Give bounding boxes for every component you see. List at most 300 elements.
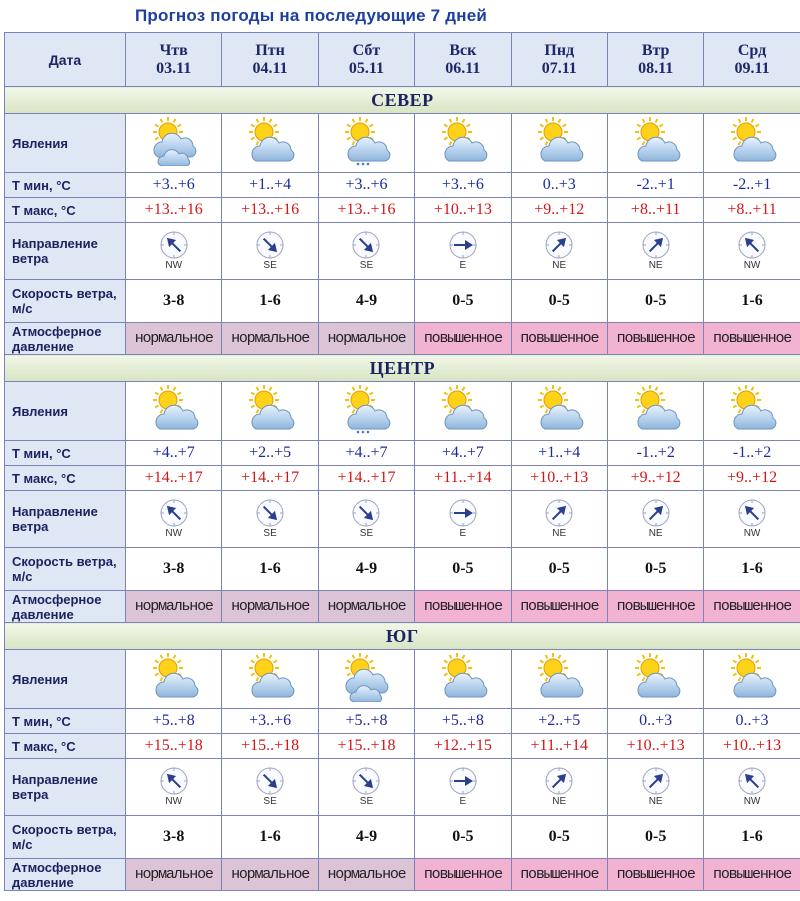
- day-name: Сбт: [352, 41, 381, 59]
- wind-direction-value: NW: [165, 527, 183, 539]
- wind-arrow: [539, 766, 579, 808]
- wind-speed-value: 1-6: [741, 828, 763, 845]
- wind-arrow-icon: [154, 230, 194, 260]
- tmax-value: +9..+12: [534, 201, 585, 218]
- pressure-cell: повышенное: [415, 591, 511, 623]
- pressure-cell: нормальное: [318, 323, 414, 355]
- tmax-value: +15..+18: [337, 737, 396, 754]
- day-date: 05.11: [348, 59, 385, 77]
- wind-arrow-icon: [539, 766, 579, 796]
- tmax-value: +10..+13: [723, 737, 782, 754]
- region-header: [5, 355, 800, 382]
- phenomena-cell: [318, 382, 414, 441]
- day-date: 06.11: [445, 59, 481, 77]
- phenomena-cell: [318, 114, 414, 173]
- tmax-cell: [511, 198, 607, 223]
- wind-arrow-icon: [250, 230, 290, 260]
- phenomena-cell: [704, 382, 800, 441]
- phenomena-cell: [704, 114, 800, 173]
- tmin-cell: [607, 709, 703, 734]
- wind-speed-cell: [318, 280, 414, 323]
- day-date: 04.11: [252, 59, 288, 77]
- tmax-value: +13..+16: [144, 201, 203, 218]
- partly-cloudy-icon: [433, 116, 493, 166]
- wind-arrow: [346, 766, 386, 808]
- wind-arrow-icon: [732, 498, 772, 528]
- pressure-cell: повышенное: [704, 323, 800, 355]
- wind-arrow-icon: [732, 766, 772, 796]
- wind-direction-value: SE: [359, 259, 374, 271]
- wind-speed-cell: [607, 816, 703, 859]
- wind-direction-cell: [415, 759, 511, 816]
- wind-arrow: [636, 766, 676, 808]
- region-header: [5, 623, 800, 650]
- phenomena-cell: [415, 114, 511, 173]
- row-label-tmin: Т мин, °С: [5, 173, 126, 198]
- cloud-light-snow-icon: [336, 116, 396, 166]
- tmax-value: +8..+11: [630, 201, 681, 218]
- wind-speed-cell: [607, 280, 703, 323]
- tmax-value: +8..+11: [727, 201, 777, 218]
- partly-cloudy-icon: [240, 652, 300, 702]
- pressure-row: [5, 859, 800, 891]
- partly-cloudy-icon: [240, 116, 300, 166]
- tmin-value: -1..+2: [636, 444, 675, 461]
- row-label-tmax: Т макс, °С: [5, 734, 126, 759]
- wind-speed-cell: [222, 548, 318, 591]
- partly-cloudy-icon: [722, 384, 782, 434]
- wind-arrow: [636, 498, 676, 540]
- pressure-cell: нормальное: [126, 591, 222, 623]
- wind-arrow: [636, 230, 676, 272]
- wind-speed-value: 3-8: [163, 292, 185, 309]
- wind-arrow: [732, 766, 772, 808]
- wind-direction-value: NE: [552, 259, 567, 271]
- pressure-cell: нормальное: [222, 591, 318, 623]
- phenomena-cell: [126, 382, 222, 441]
- wind-arrow-icon: [346, 498, 386, 528]
- phenomena-cell: [415, 382, 511, 441]
- wind-speed-value: 3-8: [163, 560, 185, 577]
- wind-direction-cell: [126, 223, 222, 280]
- forecast-grid: [4, 32, 800, 901]
- wind-direction-value: E: [459, 527, 467, 539]
- partly-cloudy-icon: [433, 652, 493, 702]
- forecast-table-body: [5, 33, 800, 891]
- tmax-row: [5, 466, 800, 491]
- phenomena-cell: [511, 650, 607, 709]
- wind-arrow-icon: [443, 766, 483, 796]
- row-label-wind-speed: Скорость ветра, м/с: [5, 280, 126, 323]
- pressure-cell: нормальное: [318, 859, 414, 891]
- tmax-cell: [126, 466, 222, 491]
- wind-speed-cell: [511, 816, 607, 859]
- wind-direction-value: NE: [552, 795, 567, 807]
- tmin-cell: [415, 441, 511, 466]
- wind-arrow-icon: [346, 230, 386, 260]
- day-name: Пнд: [544, 41, 575, 59]
- wind-arrow-icon: [154, 498, 194, 528]
- tmax-cell: [318, 198, 414, 223]
- pressure-cell: повышенное: [511, 859, 607, 891]
- tmin-row: [5, 441, 800, 466]
- wind-direction-value: NE: [648, 259, 663, 271]
- wind-arrow-icon: [636, 766, 676, 796]
- day-date: 03.11: [156, 59, 192, 77]
- tmax-cell: [704, 466, 800, 491]
- day-name: Чтв: [159, 41, 188, 59]
- tmin-cell: [126, 173, 222, 198]
- phenomena-cell: [607, 114, 703, 173]
- day-header-1: [222, 33, 318, 87]
- tmax-cell: [318, 734, 414, 759]
- tmax-cell: [415, 198, 511, 223]
- phenomena-cell: [511, 382, 607, 441]
- tmax-cell: [222, 466, 318, 491]
- wind-direction-value: NE: [648, 527, 663, 539]
- wind-speed-row: [5, 816, 800, 859]
- wind-speed-row: [5, 548, 800, 591]
- tmax-value: +15..+18: [144, 737, 203, 754]
- wind-speed-cell: [415, 280, 511, 323]
- wind-speed-cell: [126, 280, 222, 323]
- wind-direction-cell: [704, 223, 800, 280]
- wind-speed-cell: [704, 816, 800, 859]
- wind-speed-value: 0-5: [452, 828, 474, 845]
- row-label-tmin: Т мин, °С: [5, 441, 126, 466]
- wind-arrow-icon: [443, 498, 483, 528]
- page-title: Прогноз погоды на последующие 7 дней: [135, 6, 488, 25]
- tmin-value: +5..+8: [345, 712, 388, 729]
- wind-direction-value: NW: [165, 259, 183, 271]
- tmin-value: +3..+6: [249, 712, 292, 729]
- tmin-cell: [318, 173, 414, 198]
- wind-speed-cell: [318, 548, 414, 591]
- wind-speed-value: 0-5: [644, 828, 667, 845]
- tmax-cell: [126, 198, 222, 223]
- wind-arrow-icon: [250, 498, 290, 528]
- tmax-value: +14..+17: [337, 469, 396, 486]
- wind-speed-cell: [222, 280, 318, 323]
- row-label-wind-direction: Направление ветра: [5, 491, 126, 548]
- day-name: Втр: [641, 41, 670, 59]
- pressure-cell: повышенное: [607, 591, 703, 623]
- tmax-value: +13..+16: [241, 201, 300, 218]
- wind-direction-value: NE: [552, 527, 567, 539]
- wind-arrow: [154, 498, 194, 540]
- partly-cloudy-icon: [626, 116, 686, 166]
- tmax-cell: [704, 734, 800, 759]
- phenomena-cell: [704, 650, 800, 709]
- wind-direction-cell: [415, 223, 511, 280]
- pressure-cell: нормальное: [222, 859, 318, 891]
- wind-direction-value: SE: [359, 527, 374, 539]
- tmin-cell: [318, 709, 414, 734]
- tmax-value: +13..+16: [337, 201, 396, 218]
- tmin-value: +2..+5: [538, 712, 581, 729]
- wind-direction-cell: [222, 759, 318, 816]
- wind-direction-cell: [607, 491, 703, 548]
- wind-speed-cell: [222, 816, 318, 859]
- wind-arrow: [346, 230, 386, 272]
- wind-direction-cell: [318, 759, 414, 816]
- wind-speed-value: 0-5: [452, 560, 474, 577]
- partly-cloudy-icon: [144, 384, 204, 434]
- pressure-cell: нормальное: [318, 591, 414, 623]
- wind-arrow: [732, 498, 772, 540]
- partly-cloudy-icon: [144, 652, 204, 702]
- wind-direction-cell: [607, 223, 703, 280]
- wind-speed-cell: [704, 280, 800, 323]
- partly-cloudy-icon: [433, 384, 493, 434]
- wind-arrow-icon: [732, 230, 772, 260]
- tmin-cell: [704, 173, 800, 198]
- wind-arrow: [250, 766, 290, 808]
- wind-arrow-icon: [250, 766, 290, 796]
- row-label-wind-speed: Скорость ветра, м/с: [5, 816, 126, 859]
- day-date: 09.11: [734, 59, 770, 77]
- forecast-table: [4, 32, 800, 891]
- tmax-value: +12..+15: [433, 737, 492, 754]
- partly-cloudy-icon: [626, 652, 686, 702]
- tmin-value: 0..+3: [735, 712, 769, 729]
- wind-direction-cell: [126, 759, 222, 816]
- phenomena-cell: [607, 382, 703, 441]
- tmin-cell: [511, 709, 607, 734]
- tmin-cell: [511, 173, 607, 198]
- wind-speed-cell: [415, 816, 511, 859]
- wind-direction-cell: [511, 223, 607, 280]
- tmin-value: -1..+2: [732, 444, 772, 461]
- wind-arrow-icon: [346, 766, 386, 796]
- wind-direction-value: NE: [648, 795, 663, 807]
- tmax-cell: [607, 198, 703, 223]
- phenomena-cell: [607, 650, 703, 709]
- date-header-label: Дата: [5, 33, 126, 87]
- tmin-value: +1..+4: [538, 444, 581, 461]
- tmin-cell: [222, 709, 318, 734]
- wind-direction-value: SE: [359, 795, 374, 807]
- tmax-value: +10..+13: [626, 737, 685, 754]
- wind-speed-row: [5, 280, 800, 323]
- wind-arrow-icon: [636, 230, 676, 260]
- pressure-cell: повышенное: [511, 323, 607, 355]
- wind-speed-value: 4-9: [355, 560, 378, 577]
- phenomena-cell: [126, 114, 222, 173]
- tmin-cell: [222, 173, 318, 198]
- tmax-cell: [415, 734, 511, 759]
- wind-speed-cell: [415, 548, 511, 591]
- row-label-tmax: Т макс, °С: [5, 466, 126, 491]
- partly-cloudy-icon: [529, 652, 589, 702]
- wind-direction-row: [5, 223, 800, 280]
- wind-speed-value: 4-9: [355, 828, 378, 845]
- wind-direction-cell: [318, 491, 414, 548]
- wind-arrow: [443, 230, 483, 272]
- pressure-cell: нормальное: [126, 323, 222, 355]
- tmin-value: +4..+7: [441, 444, 484, 461]
- wind-direction-cell: [511, 491, 607, 548]
- day-header-6: [704, 33, 800, 87]
- tmin-cell: [704, 441, 800, 466]
- row-label-phenomena: Явления: [5, 382, 126, 441]
- wind-direction-cell: [415, 491, 511, 548]
- wind-direction-cell: [607, 759, 703, 816]
- tmax-cell: [126, 734, 222, 759]
- wind-speed-cell: [511, 548, 607, 591]
- wind-speed-cell: [704, 548, 800, 591]
- day-header-3: [415, 33, 511, 87]
- region-name: ЮГ: [5, 623, 800, 650]
- row-label-tmax: Т макс, °С: [5, 198, 126, 223]
- tmin-value: +3..+6: [441, 176, 484, 193]
- wind-speed-cell: [511, 280, 607, 323]
- region-name: СЕВЕР: [5, 87, 800, 114]
- pressure-cell: повышенное: [415, 323, 511, 355]
- pressure-cell: повышенное: [704, 859, 800, 891]
- partly-cloudy-icon: [529, 384, 589, 434]
- phenomena-cell: [222, 114, 318, 173]
- tmax-cell: [222, 198, 318, 223]
- day-name: Вск: [449, 41, 477, 59]
- tmin-cell: [415, 709, 511, 734]
- tmin-value: +5..+8: [441, 712, 484, 729]
- wind-arrow: [539, 230, 579, 272]
- tmax-row: [5, 198, 800, 223]
- partly-cloudy-icon: [722, 652, 782, 702]
- tmin-cell: [126, 709, 222, 734]
- pressure-row: [5, 323, 800, 355]
- pressure-cell: повышенное: [607, 323, 703, 355]
- tmin-row: [5, 173, 800, 198]
- phenomena-row: [5, 382, 800, 441]
- wind-arrow: [250, 498, 290, 540]
- cloudy-sun-icon: [336, 652, 396, 702]
- tmin-value: +4..+7: [152, 444, 195, 461]
- region-header: [5, 87, 800, 114]
- tmin-cell: [126, 441, 222, 466]
- wind-direction-cell: [222, 491, 318, 548]
- day-header-4: [511, 33, 607, 87]
- tmax-cell: [607, 466, 703, 491]
- tmin-cell: [607, 441, 703, 466]
- tmin-value: -2..+1: [636, 176, 675, 193]
- wind-direction-row: [5, 491, 800, 548]
- wind-direction-value: SE: [263, 795, 277, 807]
- wind-arrow: [539, 498, 579, 540]
- wind-direction-value: NW: [743, 259, 761, 271]
- tmax-value: +11..+14: [434, 469, 492, 486]
- wind-arrow-icon: [443, 230, 483, 260]
- wind-arrow: [154, 230, 194, 272]
- wind-speed-value: 3-8: [163, 828, 185, 845]
- tmax-value: +11..+14: [530, 737, 588, 754]
- wind-speed-value: 0-5: [548, 828, 570, 845]
- wind-speed-value: 0-5: [548, 292, 570, 309]
- tmin-value: +4..+7: [345, 444, 388, 461]
- tmax-value: +10..+13: [433, 201, 492, 218]
- wind-direction-cell: [704, 491, 800, 548]
- tmin-value: -2..+1: [732, 176, 772, 193]
- partly-cloudy-icon: [529, 116, 589, 166]
- row-label-phenomena: Явления: [5, 650, 126, 709]
- wind-arrow-icon: [539, 230, 579, 260]
- day-date: 08.11: [638, 59, 674, 77]
- wind-speed-cell: [126, 548, 222, 591]
- row-label-wind-speed: Скорость ветра, м/с: [5, 548, 126, 591]
- partly-cloudy-icon: [626, 384, 686, 434]
- pressure-cell: повышенное: [511, 591, 607, 623]
- tmax-value: +9..+12: [727, 469, 778, 486]
- tmax-value: +14..+17: [241, 469, 300, 486]
- day-header-2: [318, 33, 414, 87]
- pressure-cell: повышенное: [415, 859, 511, 891]
- wind-arrow: [346, 498, 386, 540]
- wind-arrow: [250, 230, 290, 272]
- partly-cloudy-icon: [722, 116, 782, 166]
- tmin-cell: [415, 173, 511, 198]
- tmax-value: +9..+12: [630, 469, 681, 486]
- tmin-value: +3..+6: [152, 176, 195, 193]
- wind-speed-value: 0-5: [644, 292, 667, 309]
- row-label-pressure: Атмосферное давление: [5, 859, 126, 891]
- phenomena-cell: [318, 650, 414, 709]
- wind-arrow: [443, 498, 483, 540]
- tmax-value: +15..+18: [241, 737, 300, 754]
- tmax-row: [5, 734, 800, 759]
- tmin-cell: [318, 441, 414, 466]
- wind-speed-value: 1-6: [259, 828, 281, 845]
- row-label-phenomena: Явления: [5, 114, 126, 173]
- tmin-value: +3..+6: [345, 176, 388, 193]
- wind-speed-value: 0-5: [548, 560, 570, 577]
- wind-direction-cell: [704, 759, 800, 816]
- phenomena-cell: [415, 650, 511, 709]
- wind-speed-value: 1-6: [259, 560, 281, 577]
- wind-arrow: [154, 766, 194, 808]
- wind-direction-value: SE: [263, 527, 277, 539]
- tmax-cell: [511, 734, 607, 759]
- phenomena-cell: [511, 114, 607, 173]
- wind-speed-value: 1-6: [741, 560, 763, 577]
- wind-direction-cell: [511, 759, 607, 816]
- wind-direction-cell: [318, 223, 414, 280]
- pressure-cell: нормальное: [126, 859, 222, 891]
- tmax-cell: [704, 198, 800, 223]
- partly-cloudy-icon: [240, 384, 300, 434]
- tmin-value: +2..+5: [249, 444, 292, 461]
- day-header-0: [126, 33, 222, 87]
- wind-arrow: [443, 766, 483, 808]
- tmax-cell: [318, 466, 414, 491]
- wind-direction-row: [5, 759, 800, 816]
- tmin-row: [5, 709, 800, 734]
- wind-arrow: [732, 230, 772, 272]
- wind-speed-cell: [607, 548, 703, 591]
- tmin-cell: [222, 441, 318, 466]
- tmin-value: 0..+3: [542, 176, 576, 193]
- pressure-cell: нормальное: [222, 323, 318, 355]
- tmax-cell: [415, 466, 511, 491]
- tmin-value: 0..+3: [639, 712, 673, 729]
- day-date: 07.11: [541, 59, 577, 77]
- row-label-pressure: Атмосферное давление: [5, 591, 126, 623]
- pressure-cell: повышенное: [704, 591, 800, 623]
- wind-speed-value: 0-5: [452, 292, 474, 309]
- phenomena-row: [5, 650, 800, 709]
- wind-direction-value: NW: [743, 795, 761, 807]
- tmax-cell: [607, 734, 703, 759]
